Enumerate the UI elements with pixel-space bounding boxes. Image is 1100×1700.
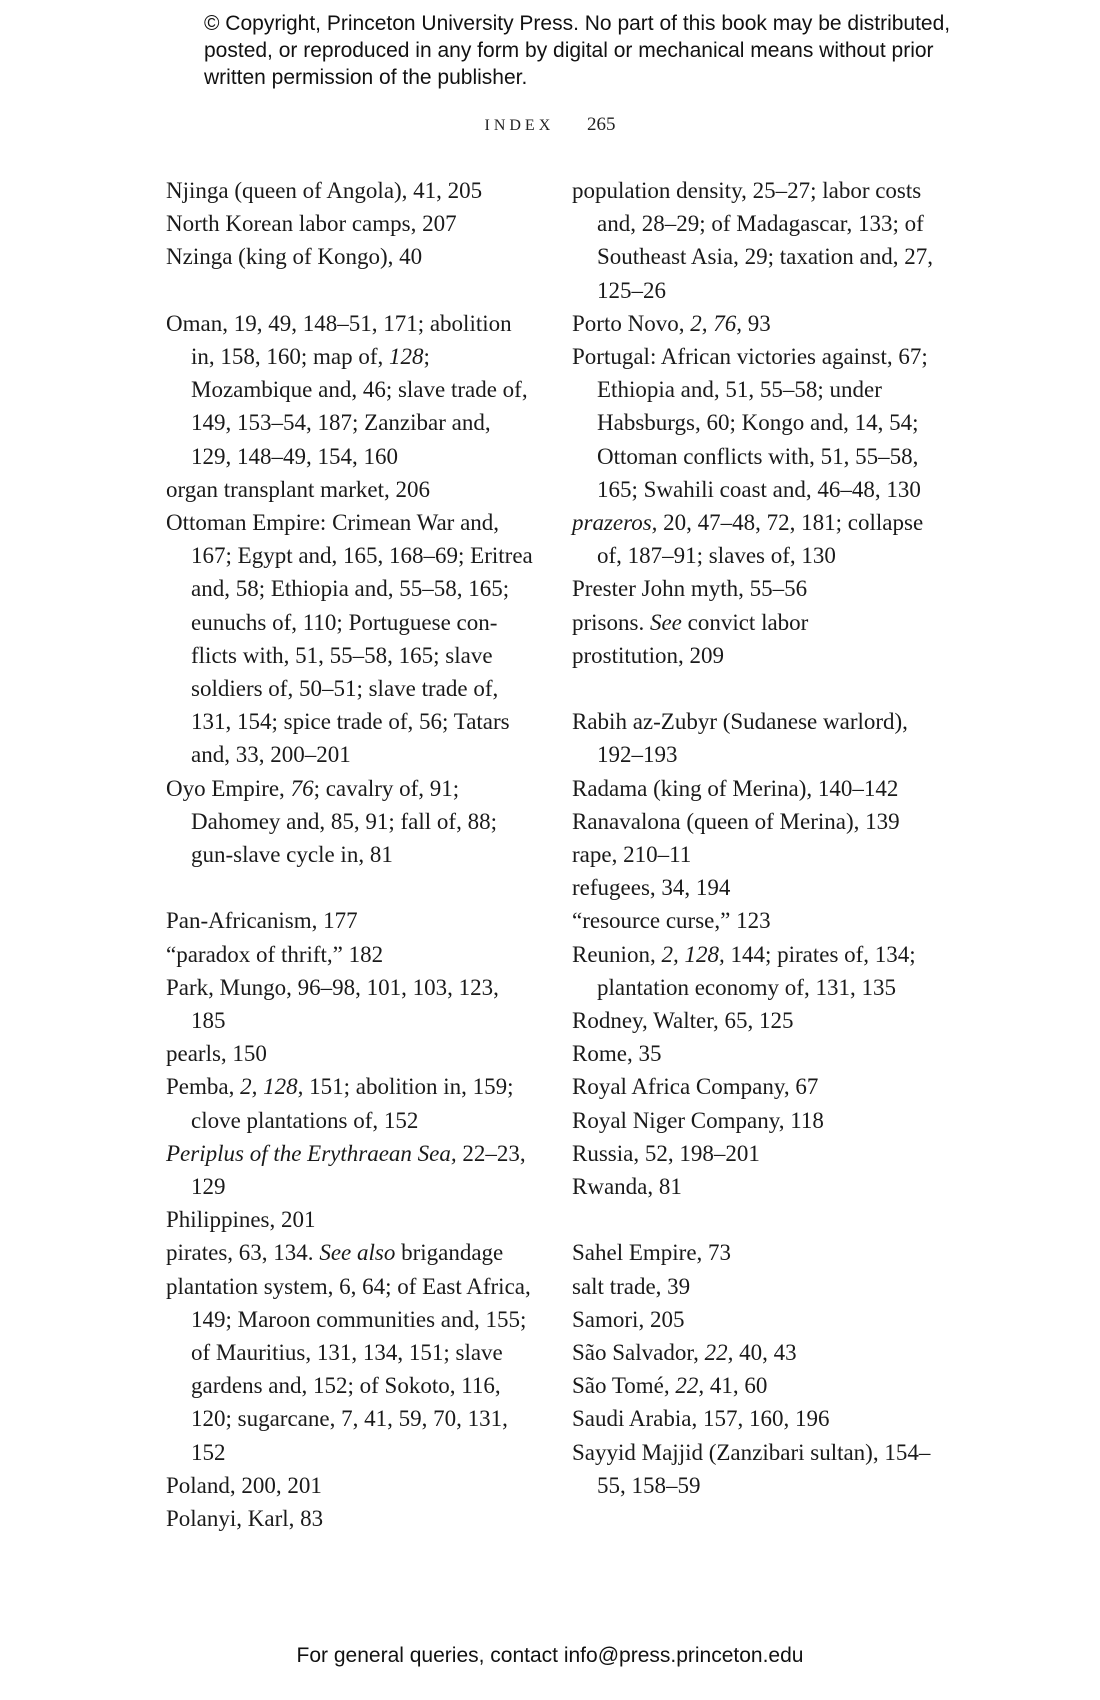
index-entry: “paradox of thrift,” 182: [166, 941, 384, 967]
index-entry: Prester John myth, 55–56: [572, 576, 808, 602]
index-entry: Oman, 19, 49, 148–51, 171; abolition in, 158, 160; map of, 128; Mozambique and, 46; slave trade of, 149, 153–54, 187; Zanzibar and, 129, 148–49, 154, 160: [166, 310, 528, 469]
index-entry: North Korean labor camps, 207: [166, 211, 457, 237]
index-entry: Rwanda, 81: [572, 1174, 682, 1200]
index-entry: Reunion, 2, 128, 144; pirates of, 134; plantation economy of, 131, 135: [572, 941, 916, 1000]
index-entry: Philippines, 201: [166, 1207, 316, 1233]
index-entry: pearls, 150: [166, 1041, 267, 1067]
index-entry: Polanyi, Karl, 83: [166, 1506, 324, 1532]
index-entry: Park, Mungo, 96–98, 101, 103, 123, 185: [166, 974, 499, 1034]
index-entry: São Salvador, 22, 40, 43: [572, 1340, 797, 1366]
letter-group-gap: [572, 1203, 944, 1236]
index-entry: São Tomé, 22, 41, 60: [572, 1373, 768, 1399]
index-entry: Sahel Empire, 73: [572, 1240, 732, 1266]
index-entry: Nzinga (king of Kongo), 40: [166, 244, 423, 270]
index-entry: Ottoman Empire: Crimean War and, 167; Egypt and, 165, 168–69; Eritrea and, 58; Ethiopia and, 55–58, 165; eunuchs of, 110; Portuguese con-flicts with, 51, 55–58, 165; slave soldiers of, 50–51; slave trade of, 131, 154; spice trade of, 56; Tatars and, 33, 200–201: [166, 510, 533, 768]
index-entry: Njinga (queen of Angola), 41, 205: [166, 178, 483, 203]
index-entry: pirates, 63, 134. See also brigandage: [166, 1240, 504, 1266]
index-entry: Portugal: African victories against, 67; Ethiopia and, 51, 55–58; under Habsburgs, 60; Kongo and, 14, 54; Ottoman conflicts with, 51, 55–58, 165; Swahili coast and, 46–48, 130: [572, 344, 928, 502]
index-entry: prostitution, 209: [572, 642, 725, 668]
running-head-label: INDEX: [484, 117, 555, 134]
index-entry: Radama (king of Merina), 140–142: [572, 775, 899, 801]
letter-group-gap: [166, 274, 536, 307]
index-entry: prisons. See convict labor: [572, 609, 809, 635]
index-entry: Poland, 200, 201: [166, 1472, 322, 1498]
index-entry: Sayyid Majjid (Zanzibari sultan), 154–55, 158–59: [572, 1439, 931, 1498]
page-number: 265: [587, 114, 616, 135]
index-entry: refugees, 34, 194: [572, 875, 731, 901]
letter-group-gap: [572, 672, 944, 705]
index-entry: prazeros, 20, 47–48, 72, 181; collapse of, 187–91; slaves of, 130: [572, 510, 924, 569]
index-entry: Samori, 205: [572, 1306, 685, 1332]
index-column-right: [572, 174, 944, 1502]
index-entry: Periplus of the Erythraean Sea, 22–23, 129: [166, 1140, 526, 1200]
index-entry: rape, 210–11: [572, 842, 692, 868]
index-entry: organ transplant market, 206: [166, 476, 431, 502]
letter-group-gap: [166, 871, 536, 904]
index-entry: “resource curse,” 123: [572, 908, 771, 934]
index-entry: Oyo Empire, 76; cavalry of, 91; Dahomey and, 85, 91; fall of, 88; gun-slave cycle in, 81: [166, 775, 497, 868]
index-entry: Saudi Arabia, 157, 160, 196: [572, 1406, 830, 1432]
footer-contact: For general queries, contact info@press.princeton.edu: [296, 1644, 804, 1667]
index-column-left: [166, 174, 536, 1535]
index-entry: Ranavalona (queen of Merina), 139: [572, 808, 900, 834]
index-entry: plantation system, 6, 64; of East Africa, 149; Maroon communities and, 155; of Mauritius, 131, 134, 151; slave gardens and, 152; of Sokoto, 116, 120; sugarcane, 7, 41, 59, 70, 131, 152: [166, 1273, 531, 1465]
index-entry: Rome, 35: [572, 1041, 662, 1067]
running-head: [0, 114, 1100, 136]
index-entry: Royal Niger Company, 118: [572, 1107, 824, 1133]
index-entry: salt trade, 39: [572, 1273, 691, 1299]
index-entry: Pemba, 2, 128, 151; abolition in, 159; clove plantations of, 152: [166, 1074, 514, 1133]
index-entry: Porto Novo, 2, 76, 93: [572, 310, 771, 336]
index-entry: Rodney, Walter, 65, 125: [572, 1008, 794, 1034]
index-entry: Russia, 52, 198–201: [572, 1140, 760, 1166]
index-entry: Royal Africa Company, 67: [572, 1074, 819, 1100]
index-entry: Pan-Africanism, 177: [166, 908, 358, 934]
index-entry: Rabih az-Zubyr (Sudanese warlord), 192–193: [572, 709, 908, 768]
index-entry: population density, 25–27; labor costs and, 28–29; of Madagascar, 133; of Southeast Asia, 29; taxation and, 27, 125–26: [572, 178, 934, 303]
copyright-notice: © Copyright, Princeton University Press. No part of this book may be distributed, posted, or reproduced in any form by digital or mechanical means without prior written permission of the publisher.: [204, 12, 951, 89]
